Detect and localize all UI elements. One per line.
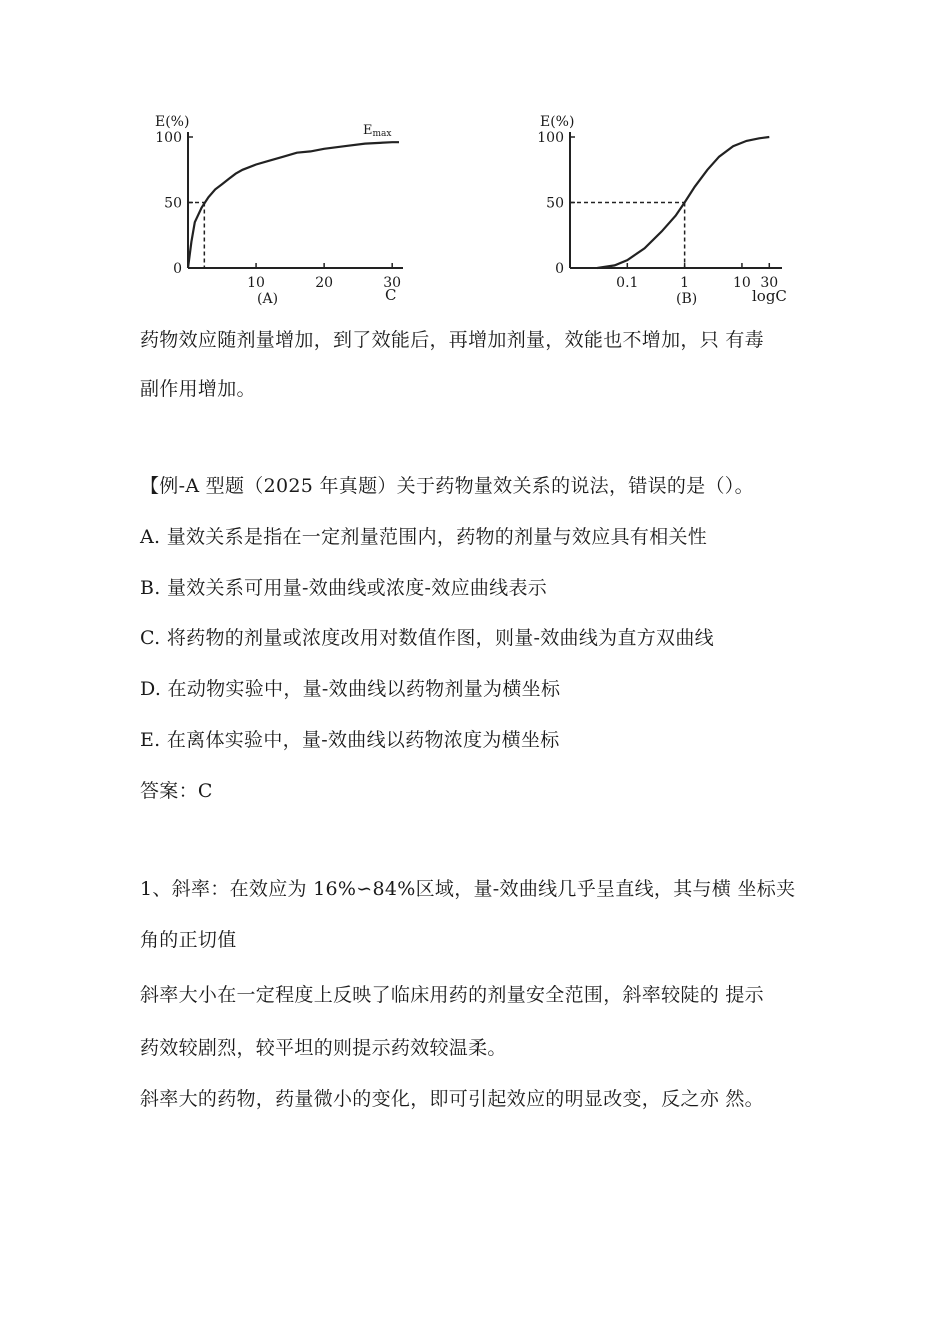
y-tick-label: 0 [555,261,564,277]
x-tick-label: 0.1 [616,275,639,291]
chart-a [145,115,425,310]
option-c: C. 将药物的剂量或浓度改用对数值作图，则量-效曲线为直方双曲线 [140,627,714,649]
paragraph-line: 副作用增加。 [140,378,256,400]
x-tick-label: 10 [247,275,265,291]
y-axis-label: E(%) [540,115,575,130]
x-axis-label: logC [752,287,787,305]
section-slope-line: 角的正切值 [140,929,237,951]
x-tick-label: 1 [680,275,690,291]
option-a: A. 量效关系是指在一定剂量范围内，药物的剂量与效应具有相关性 [140,526,708,548]
y-tick-label: 50 [164,195,182,212]
x-tick-label: 20 [315,275,334,291]
chart-title: (B) [676,291,698,307]
y-tick-label: 50 [546,195,564,212]
x-axis-label: C [385,286,397,304]
y-axis-label: E(%) [155,115,190,130]
chart-title: (A) [257,291,279,307]
paragraph-line: 药物效应随剂量增加，到了效能后，再增加剂量，效能也不增加，只 有毒 [140,329,764,351]
section-slope-line: 药效较剧烈，较平坦的则提示药效较温柔。 [140,1037,507,1059]
y-tick-label: 100 [537,130,564,146]
x-tick-label: 30 [383,275,402,291]
chart-a-svg [145,115,425,310]
chart-b [530,115,800,310]
option-b: B. 量效关系可用量-效曲线或浓度-效应曲线表示 [140,577,548,599]
option-d: D. 在动物实验中，量-效曲线以药物剂量为横坐标 [140,678,561,700]
x-tick-label: 10 [733,275,751,291]
max-label-main: E [363,123,373,138]
answer: 答案：C [140,780,213,802]
max-label-sub: max [372,129,392,139]
section-slope-line: 1、斜率：在效应为 16%∽84%区域，量-效曲线几乎呈直线，其与横 坐标夹 [140,878,796,900]
x-tick-label: 30 [760,275,779,291]
option-e: E. 在离体实验中，量-效曲线以药物浓度为横坐标 [140,729,560,751]
question-title: 【例-A 型题（2025 年真题）关于药物量效关系的说法，错误的是（）。 [140,475,754,497]
chart-b-svg [530,115,800,310]
section-slope-line: 斜率大小在一定程度上反映了临床用药的剂量安全范围，斜率较陡的 提示 [140,984,764,1006]
y-tick-label: 100 [155,130,182,146]
section-slope-line: 斜率大的药物，药量微小的变化，即可引起效应的明显改变，反之亦 然。 [140,1088,764,1110]
y-tick-label: 0 [173,261,182,277]
